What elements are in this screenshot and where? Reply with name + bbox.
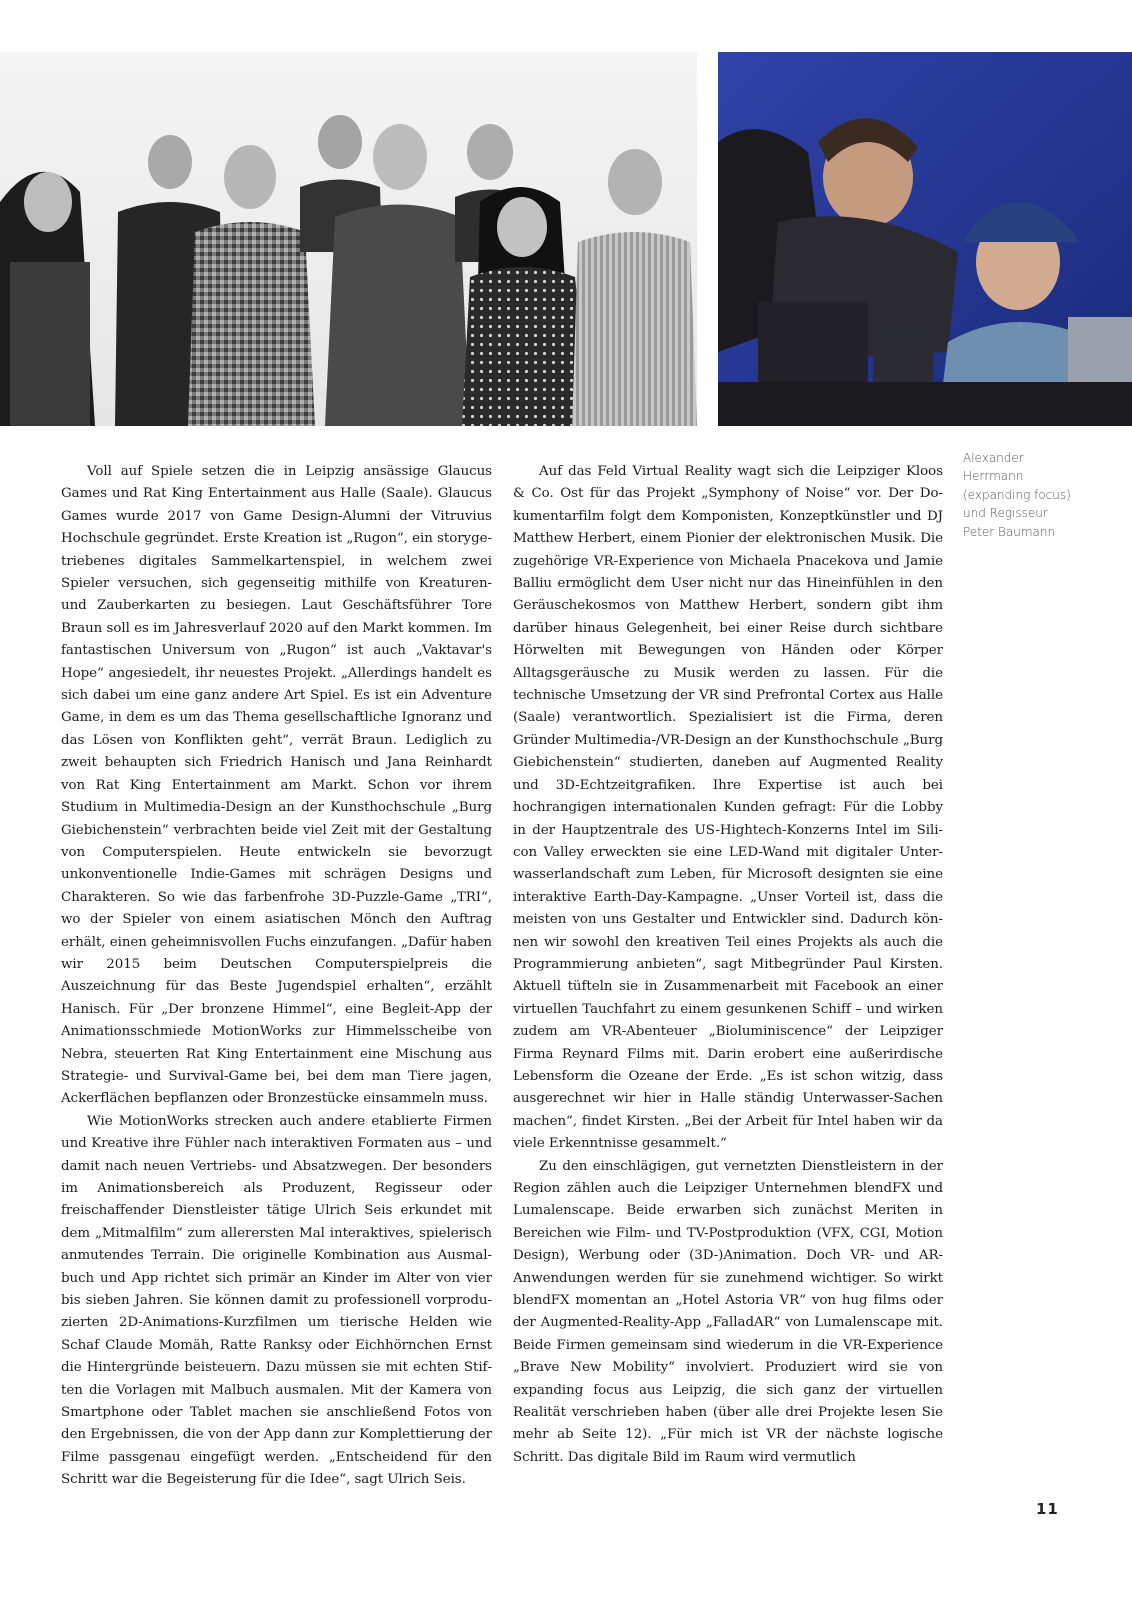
caption-line: Herrmann <box>963 469 1024 484</box>
caption-line: Alexander <box>963 451 1024 465</box>
studio-photo <box>718 52 1132 426</box>
caption-line: und Regisseur <box>963 506 1048 521</box>
article-paragraph: Wie MotionWorks strecken auch andere etablierte Firmen und Kreative ihre Fühler nach interaktiven Formaten aus – und damit nach neuen Vertriebs- und Absatzwegen. Der besonders im Animationsbereich als Produzent, Regisseur oder freischaffender Dienstleister tätige Ulrich Seis erkundet mit dem „Mitmalfilm“ zum allerersten Mal interaktives, spielerisch anmutendes Terrain. Die originelle Kombination aus Ausmalbuch und App richtet sich primär an Kinder im Alter von vier bis sieben Jahren. Sie können damit zu professionell vorproduzierten 2D-Animations-Kurzfilmen um tierische Helden wie Schaf Claude Momäh, Ratte Ranksy oder Eichhörnchen Ernst die Hintergründe beisteuern. Dazu müssen sie mit echten Stiften die Vorlagen mit Malbuch ausmalen. Mit der Kamera von Smartphone oder Tablet machen sie anschließend Fotos von den Ergebnissen, die von der App dann zur Komplettierung der Filme passgenau eingefügt werden. „Entscheidend für den Schritt war die Begeisterung für die Idee“, sagt Ulrich Seis. <box>61 1113 492 1488</box>
team-photo-image <box>0 52 697 426</box>
caption-line: (expanding focus) <box>963 487 1071 502</box>
page-number: 11 <box>1036 1500 1059 1518</box>
article-paragraph: Zu den einschlägigen, gut vernetzten Dienstleistern in der Region zählen auch die Leipziger Unternehmen blendFX und Lumalenscape. Beide erwarben sich zunächst Meriten in Bereichen wie Film- und TV-Postproduktion (VFX, CGI, Motion Design), Werbung oder (3D-)Animation. Doch VR- und AR-Anwendungen werden für sie zunehmend wichtiger. So wirkt blendFX momentan an „Hotel Astoria VR“ von hug films oder der Augmented-Reality-App „FalladAR“ von Lumalenscape mit. Beide Firmen gemeinsam sind wiederum in die VR-Experience „Brave New Mobility“ involviert. Produziert wird sie von expanding focus aus Leipzig, die sich ganz der virtuellen Realität verschrieben haben (über alle drei Projekte lesen Sie mehr ab Seite 12). „Für mich ist VR der nächste logische Schritt. Das digitale Bild im Raum wird vermutlich <box>513 1158 943 1465</box>
article-column-left <box>61 461 492 1492</box>
studio-photo-image <box>718 52 1132 426</box>
team-photo <box>0 52 697 426</box>
article-paragraph: Voll auf Spiele setzen die in Leipzig ansässige Glaucus Games und Rat King Entertainment aus Halle (Saale). Glaucus Games wurde 2017 von Game Design-Alumni der Vitruvius Hochschule gegründet. Erste Kreation ist „Rugon“, ein storygetriebenes digitales Sammelkartenspiel, in welchem zwei Spieler versuchen, sich gegenseitig mithilfe von Kreaturen- und Zauberkarten zu besiegen. Laut Geschäftsführer Tore Braun soll es im Jahresverlauf 2020 auf den Markt kommen. Im fantastischen Universum von „Rugon“ ist auch „Vaktavar's Hope“ angesiedelt, ihr neuestes Projekt. „Allerdings handelt es sich dabei um eine ganz andere Art Spiel. Es ist ein Adventure Game, in dem es um das Thema gesellschaftliche Ignoranz und das Lösen von Konflikten geht“, verrät Braun. Lediglich zu zweit behaupten sich Friedrich Hanisch und Jana Reinhardt von Rat King Entertainment am Markt. Schon vor ihrem Studium in Multimedia-Design an der Kunsthochschule „Burg Giebichenstein“ verbrachten beide viel Zeit mit der Gestaltung von Computerspielen. Heute entwickeln sie bevorzugt unkonventionelle Indie-Games mit schrägen Designs und Charakteren. So wie das farbenfrohe 3D-Puzzle-Game „TRI“, wo der Spieler von einem asiatischen Mönch den Auftrag erhält, einen geheimnisvollen Fuchs einzufangen. „Dafür haben wir 2015 beim Deutschen Computerspielpreis die Auszeichnung für das Beste Jugendspiel erhalten“, erzählt Hanisch. Für „Der bronzene Himmel“, eine Begleit-App der Animationsschmiede MotionWorks zur Himmelsscheibe von Nebra, steuerten Rat King Entertainment eine Mischung aus Strategie- und Survival-Game bei, bei dem man Tiere jagen, Ackerflächen bepflanzen oder Bronzestücke einsammeln muss. <box>61 464 492 1107</box>
article-paragraph: Auf das Feld Virtual Reality wagt sich die Leipziger Kloos & Co. Ost für das Projekt „Symphony of Noise“ vor. Der Dokumentarfilm folgt dem Komponisten, Konzeptkünstler und DJ Matthew Herbert, einem Pionier der elektronischen Musik. Die zugehörige VR-Experience von Michaela Pnacekova und Jamie Balliu ermöglicht dem User nicht nur das Hineinfühlen in den Geräuschekosmos von Matthew Herbert, sondern gibt ihm darüber hinaus Gelegenheit, bei einer Reise durch sichtbare Hörwelten mit Bewegungen von Händen oder Körper Alltagsgeräusche zu Musik werden zu lassen. Für die technische Umsetzung der VR sind Prefrontal Cortex aus Halle (Saale) verantwortlich. Spezialisiert ist die Firma, deren Gründer Multimedia-/VR-Design an der Kunsthochschule „Burg Giebichenstein“ studierten, daneben auf Augmented Reality und 3D-Echtzeitgrafiken. Ihre Expertise ist auch bei hochrangigen internationalen Kunden gefragt: Für die Lobby in der Hauptzentrale des US-Hightech-Konzerns Intel im Silicon Valley erweckten sie eine LED-Wand mit digitaler Unterwasserlandschaft zum Leben, für Microsoft designten sie eine interaktive Earth-Day-Kampagne. „Unser Vorteil ist, dass die meisten von uns Gestalter und Entwickler sind. Dadurch können wir sowohl den kreativen Teil eines Projekts als auch die Programmierung anbieten“, sagt Mitbegründer Paul Kirsten. Aktuell tüfteln sie in Zusammenarbeit mit Facebook an einer virtuellen Tauchfahrt zu einem gesunkenen Schiff – und wirken zudem am VR-Abenteuer „Bioluminiscence“ der Leipziger Firma Reynard Films mit. Darin erobert eine außerirdische Lebensform die Ozeane der Erde. „Es ist schon witzig, dass ausgerechnet wir hier in Halle ständig Unterwasser-Sachen machen“, findet Kirsten. „Bei der Arbeit für Intel haben wir da viele Erkenntnisse gesammelt.“ <box>513 464 943 1152</box>
article-column-right <box>513 461 943 1469</box>
photo-caption <box>963 449 1118 541</box>
caption-line: Peter Baumann <box>963 524 1056 539</box>
